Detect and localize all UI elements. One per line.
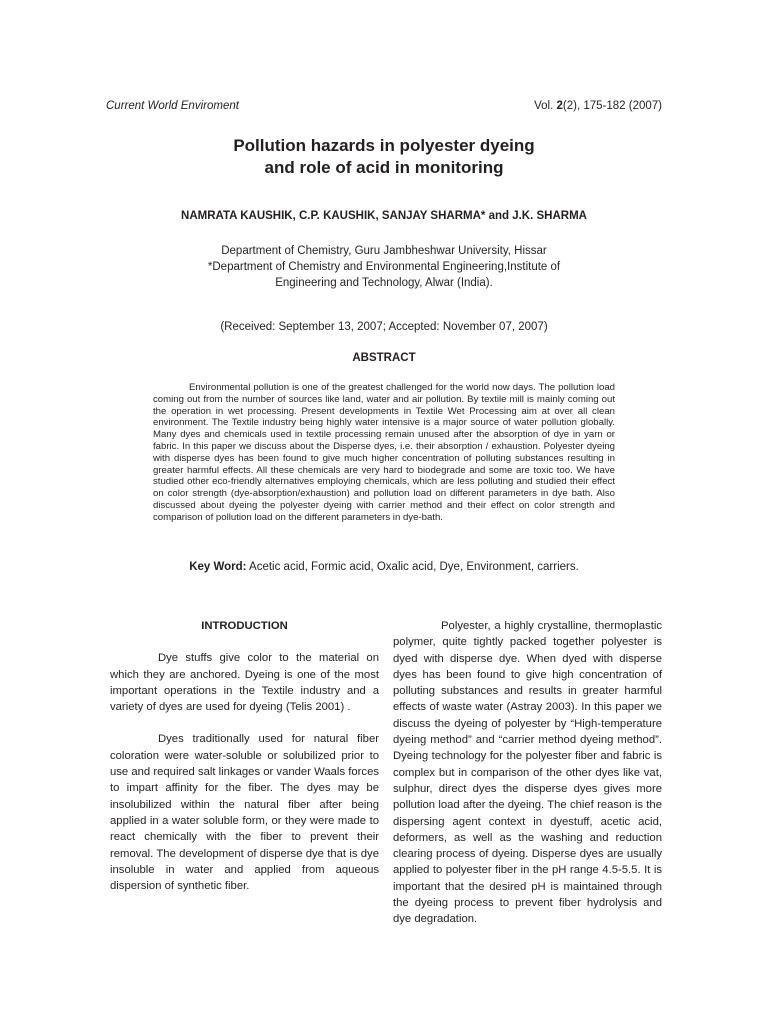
- keywords-label: Key Word:: [189, 561, 247, 573]
- affiliation-line-3: Engineering and Technology, Alwar (India).: [275, 277, 493, 289]
- journal-name: Current World Enviroment: [106, 100, 239, 112]
- affiliation-line-2: *Department of Chemistry and Environmental Engineering,Institute of: [207, 261, 561, 273]
- volume-number: 2: [556, 100, 563, 112]
- volume-suffix: (2), 175-182 (2007): [562, 100, 662, 112]
- intro-paragraph-3: Polyester, a highly crystalline, thermoplastic polymer, quite tightly packed together polyester is dyed with disperse dye. When dyed with disperse dyes has been found to give high concentration of polluting substances and results in greater harmful effects of waste water (Astray 2003). In this paper we discuss the dyeing of polyester by “High-temperature dyeing method” and “carrier method dyeing method”. Dyeing technology for the polyester fiber and fabric is complex but in comparison of the other dyes like vat, sulphur, direct dyes the disperse dyes gives more pollution load after the dyeing. The chief reason is the dispersing agent context in dyestuff, acetic acid, deformers, as well as the washing and reduction clearing process of dyeing. Disperse dyes are usually applied to polyester fiber in the pH range 4.5-5.5. It is important that the desired pH is maintained through the dyeing process to prevent fiber hydrolysis and dye degradation.: [393, 620, 662, 926]
- intro-paragraph-2: Dyes traditionally used for natural fiber coloration were water-soluble or solubilized prior to use and required salt linkages or vander Waals forces to impart affinity for the fiber. The dyes may be insolubilized within the natural fiber after being applied in a water soluble form, or they were made to react chemically with the fiber to prevent their removal. The development of disperse dye that is dye insoluble in water and applied from aqueous dispersion of synthetic fiber.: [110, 733, 379, 893]
- volume-prefix: Vol.: [534, 100, 557, 112]
- paper-title: [0, 135, 768, 179]
- right-column: [393, 618, 662, 928]
- abstract-heading: ABSTRACT: [352, 352, 416, 364]
- authors: NAMRATA KAUSHIK, C.P. KAUSHIK, SANJAY SHARMA* and J.K. SHARMA: [181, 210, 587, 222]
- received-dates: (Received: September 13, 2007; Accepted: November 07, 2007): [220, 321, 548, 333]
- left-column: [110, 618, 379, 894]
- title-line-1: Pollution hazards in polyester dyeing: [233, 136, 535, 155]
- keywords: [0, 561, 768, 573]
- introduction-heading: INTRODUCTION: [201, 620, 288, 632]
- affiliation-line-1: Department of Chemistry, Guru Jambheshwar University, Hissar: [221, 245, 547, 257]
- affiliations: [0, 243, 768, 291]
- title-line-2: and role of acid in monitoring: [264, 158, 504, 177]
- intro-paragraph-1: Dye stuffs give color to the material on which they are anchored. Dyeing is one of the most important operations in the Textile industry and a variety of dyes are used for dyeing (Telis 2001) .: [110, 652, 379, 714]
- keywords-text: Acetic acid, Formic acid, Oxalic acid, Dye, Environment, carriers.: [246, 561, 579, 573]
- abstract-text: Environmental pollution is one of the greatest challenged for the world now days. The pollution load coming out from the number of sources like land, water and air pollution. By textile mill is mainly coming out the operation in wet processing. Present developments in Textile Wet Processing aim at over all clean environment. The Textile industry being highly water intensive is a major source of water pollution globally. Many dyes and chemicals used in textile processing remain unused after the absorption of dye in yarn or fabric. In this paper we discuss about the Disperse dyes, i.e. their absorption / exhaustion. Polyester dyeing with disperse dyes has been found to give much higher concentration of polluting substances resulting in greater harmful effects. All these chemicals are very hard to biodegrade and some are toxic too. We have studied other eco-friendly alternatives employing chemicals, which are less polluting and studied their effect on color strength (dye-absorption/exhaustion) and pollution load on different parameters in dye bath. Also discussed about dyeing the polyester dyeing with carrier method and their effect on color strength and comparison of pollution load on the different parameters in dye-bath.: [153, 382, 615, 523]
- volume-info: [534, 100, 662, 112]
